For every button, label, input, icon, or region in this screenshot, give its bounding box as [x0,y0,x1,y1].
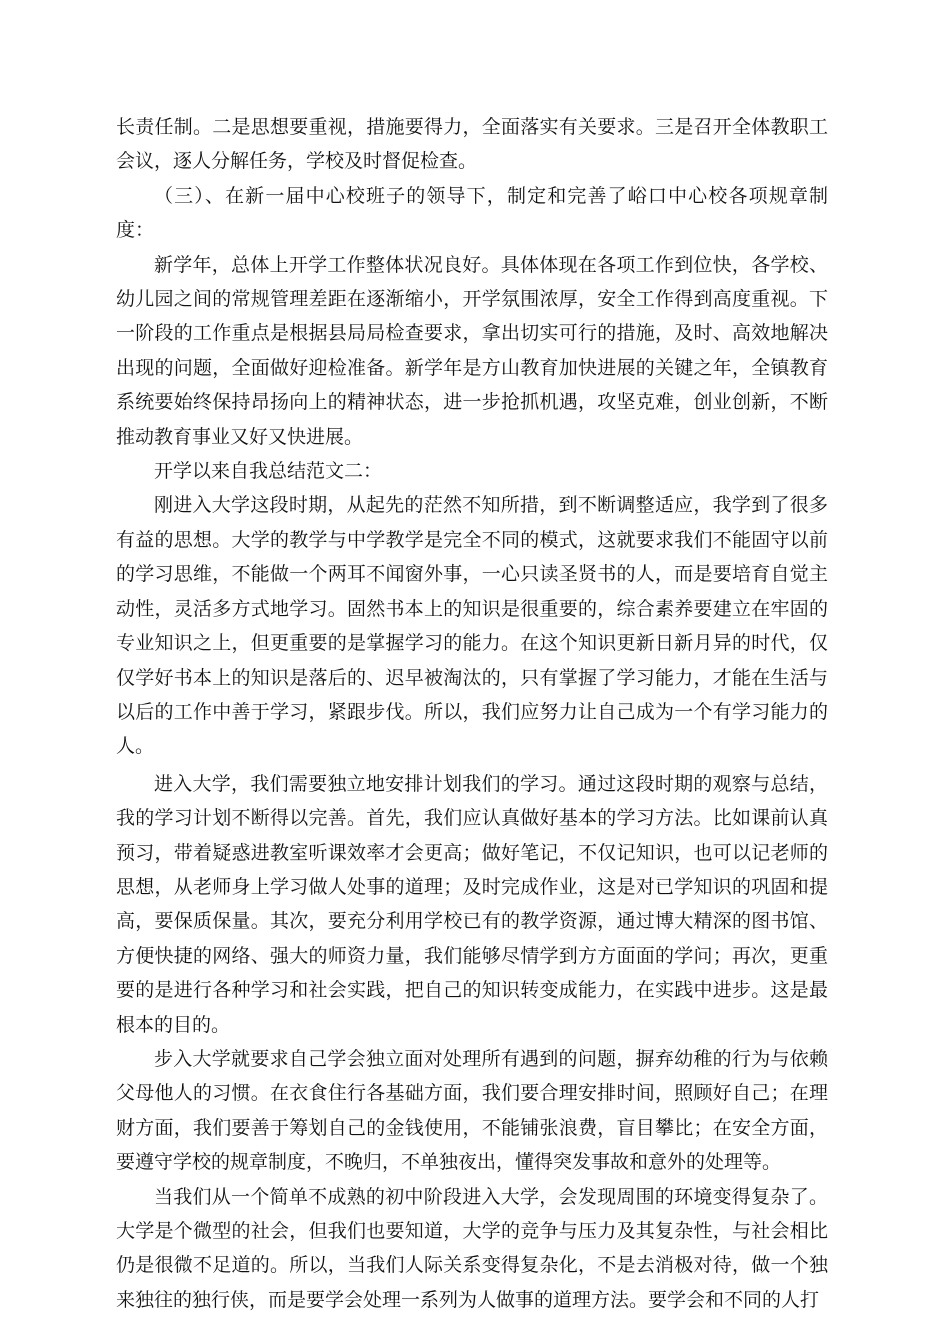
paragraph-sample-title: 开学以来自我总结范文二： [154,460,383,483]
paragraph-independence: 步入大学就要求自己学会独立面对处理所有遇到的问题，摒弃幼稚的行为与依赖父母他人的习惯。在衣食住行各基础方面，我们要合理安排时间，照顾好自己；在理财方面，我们要善于筹划自己的金钱使用，不能铺张浪费，盲目攀比；在安全方面，要遵守学校的规章制度，不晚归，不单独夜出，懂得突发事故和意外的处理等。 [116,1047,828,1174]
paragraph-continuation: 长责任制。二是思想要重视，措施要得力，全面落实有关要求。三是召开全体教职工会议，逐人分解任务，学校及时督促检查。 [116,116,828,173]
paragraph-section-heading: （三）、在新一届中心校班子的领导下，制定和完善了峪口中心校各项规章制度： [116,184,828,242]
paragraph-entering-university: 刚进入大学这段时期，从起先的茫然不知所措，到不断调整适应，我学到了很多有益的思想。大学的教学与中学教学是完全不同的模式，这就要求我们不能固守以前的学习思维，不能做一个两耳不闻窗外事，一心只读圣贤书的人，而是要培育自觉主动性，灵活多方式地学习。固然书本上的知识是很重要的，综合素养要建立在牢固的专业知识之上，但更重要的是掌握学习的能力。在这个知识更新日新月异的时代，仅仅学好书本上的知识是落后的、迟早被淘汰的，只有掌握了学习能力，才能在生活与以后的工作中善于学习，紧跟步伐。所以，我们应努力让自己成为一个有学习能力的人。 [116,494,828,758]
paragraph-relationships: 当我们从一个简单不成熟的初中阶段进入大学，会发现周围的环境变得复杂了。大学是个微型的社会，但我们也要知道，大学的竞争与压力及其复杂性，与社会相比仍是很微不足道的。所以，当我们人际关系变得复杂化，不是去消极对待，做一个独来独往的独行侠，而是要学会处理一系列为人做事的道理方法。要学会和不同的人打 [116,1185,828,1311]
document-body [116,110,828,1317]
paragraph-new-school-year: 新学年，总体上开学工作整体状况良好。具体体现在各项工作到位快，各学校、幼儿园之间的常规管理差距在逐渐缩小，开学氛围浓厚，安全工作得到高度重视。下一阶段的工作重点是根据县局局检查要求，拿出切实可行的措施，及时、高效地解决出现的问题，全面做好迎检准备。新学年是方山教育加快进展的关键之年，全镇教育系统要始终保持昂扬向上的精神状态，进一步抢抓机遇，攻坚克难，创业创新，不断推动教育事业又好又快进展。 [116,253,828,448]
paragraph-study-plan: 进入大学，我们需要独立地安排计划我们的学习。通过这段时期的观察与总结，我的学习计划不断得以完善。首先，我们应认真做好基本的学习方法。比如课前认真预习，带着疑惑进教室听课效率才会更高；做好笔记，不仅记知识，也可以记老师的思想，从老师身上学习做人处事的道理；及时完成作业，这是对已学知识的巩固和提高，要保质保量。其次，要充分利用学校已有的教学资源，通过博大精深的图书馆、方便快捷的网络、强大的师资力量，我们能够尽情学到方方面面的学问；再次，更重要的是进行各种学习和社会实践，把自己的知识转变成能力，在实践中进步。这是最根本的目的。 [116,772,828,1036]
